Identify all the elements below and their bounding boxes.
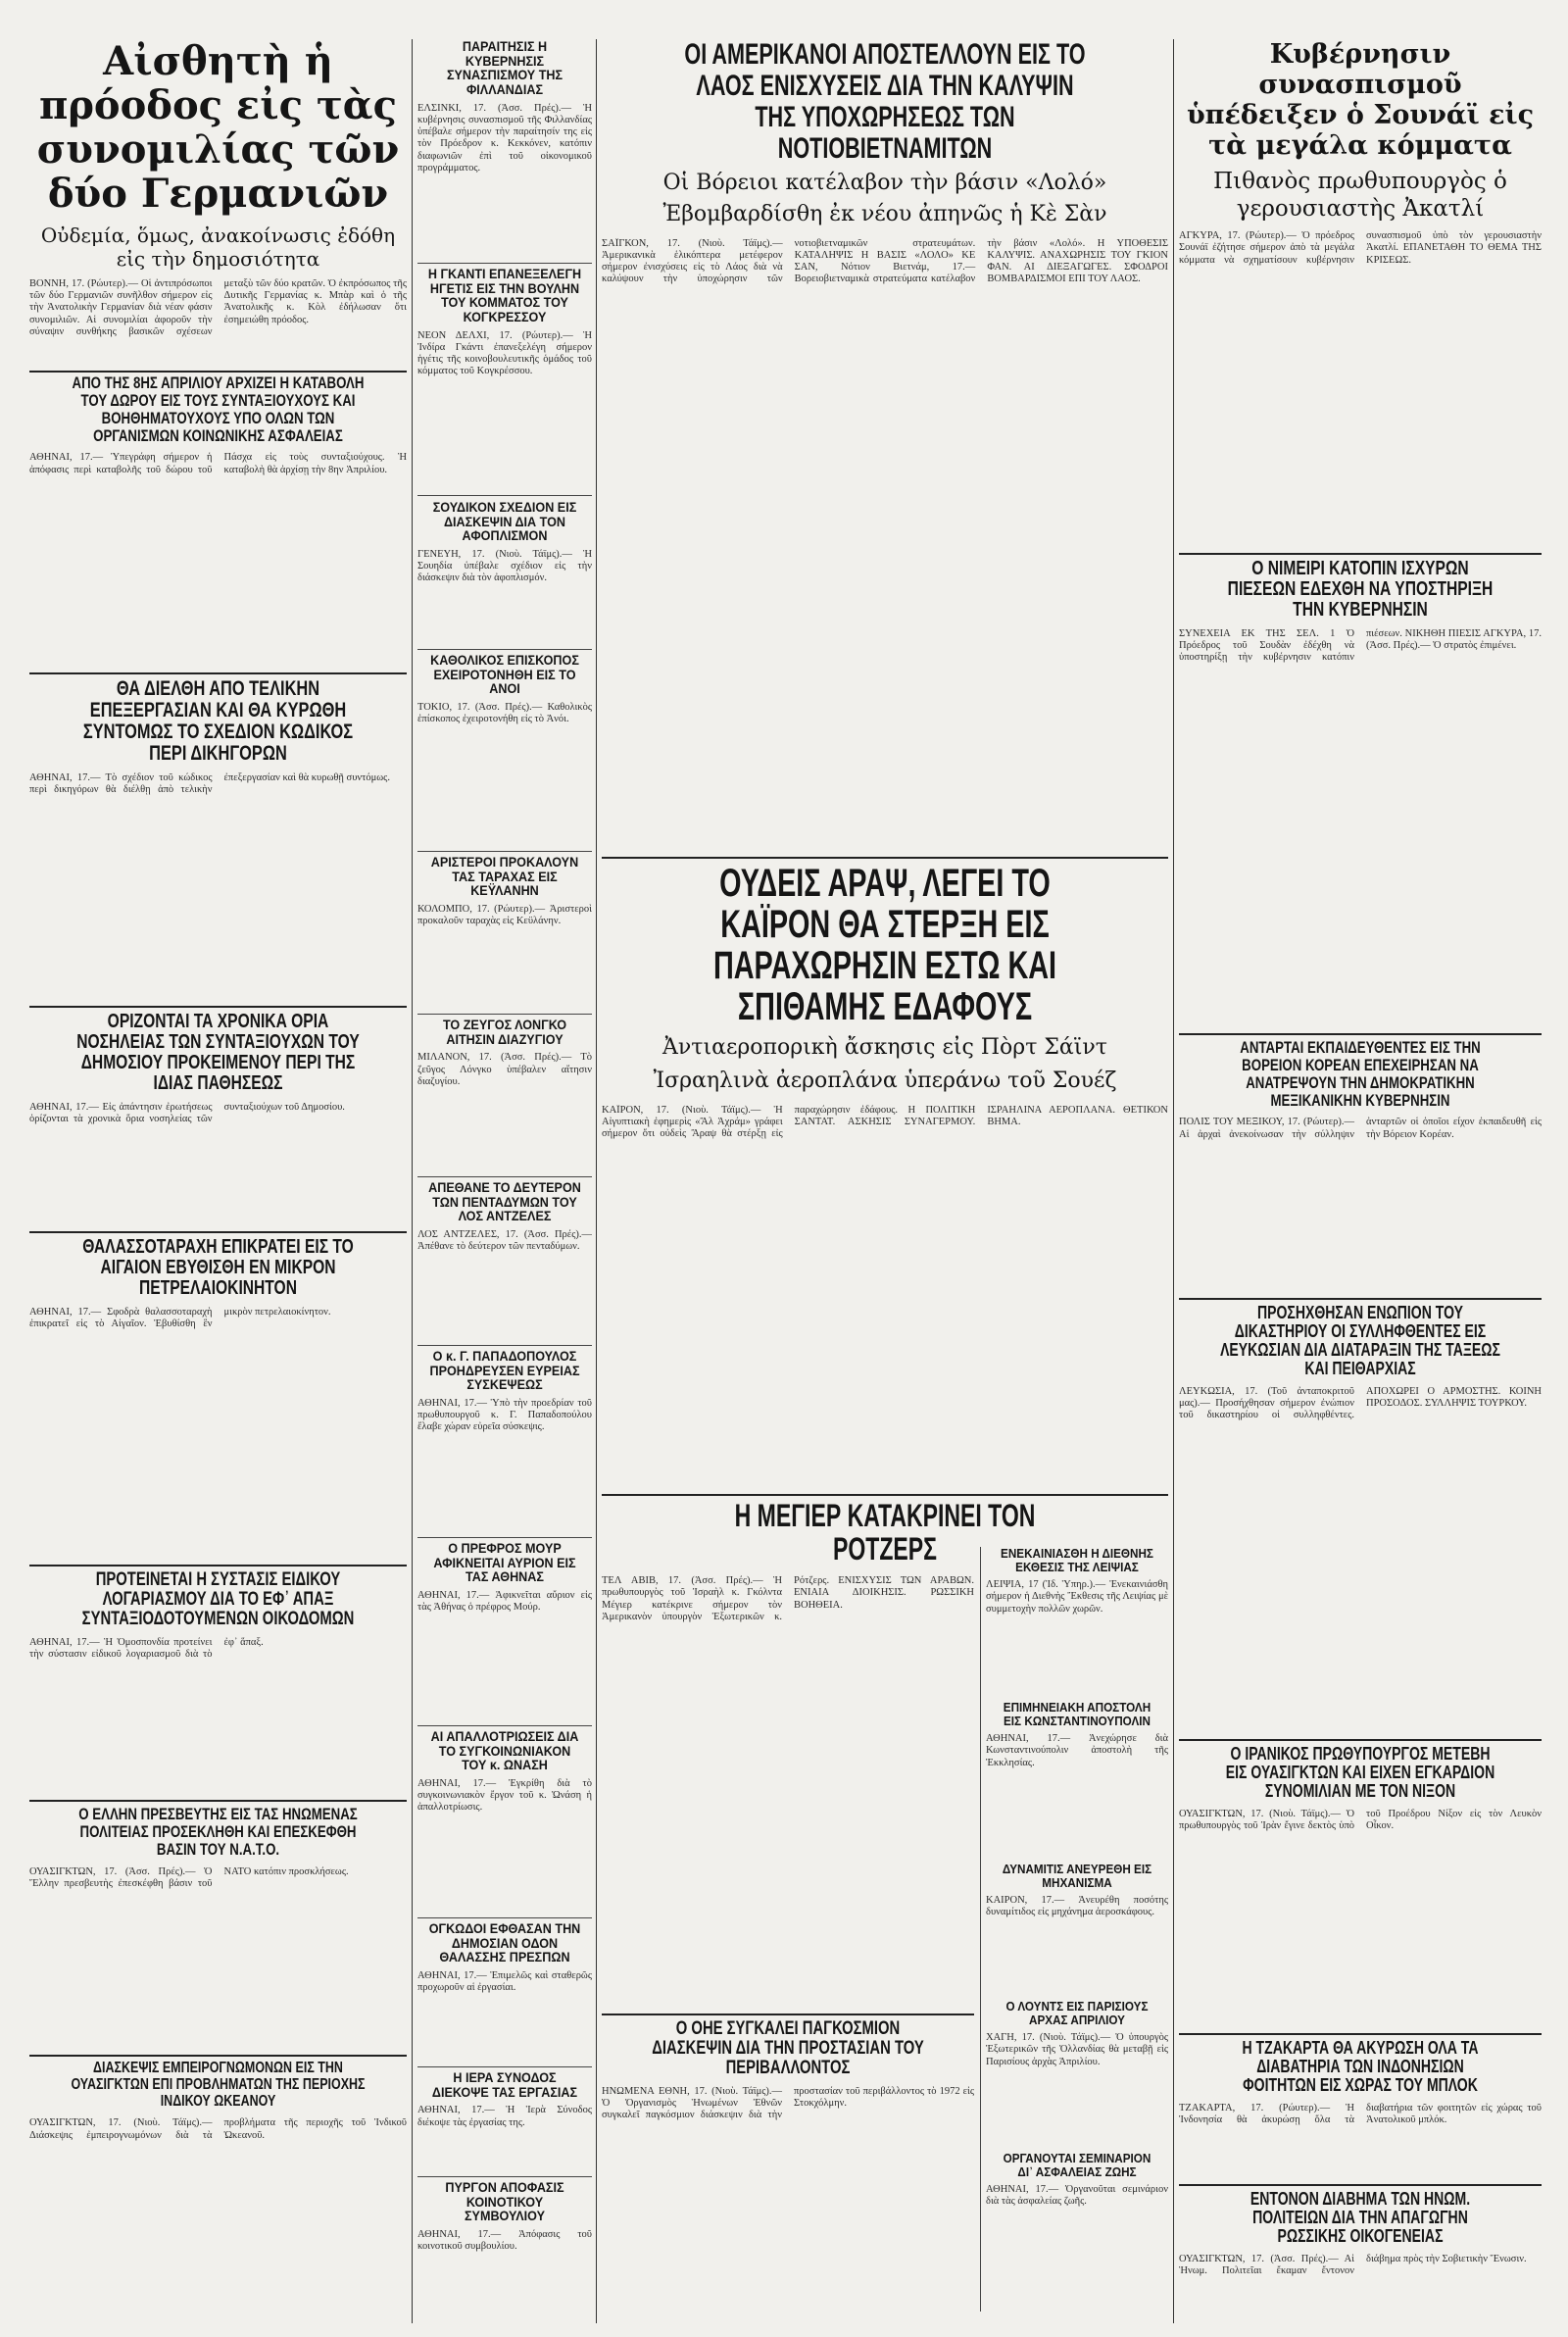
headline: ΘΑ ΔΙΕΛΘΗ ΑΠΟ ΤΕΛΙΚΗΝ ΕΠΕΞΕΡΓΑΣΙΑΝ ΚΑΙ ΘΑ ΚΥΡΩΘΗ ΣΥΝΤΟΜΩΣ ΤΟ ΣΧΕΔΙΟΝ ΚΩΔΙΚΟΣ ΠΕΡΙ ΔΙΚΗΓΟΡΩΝ: [82, 678, 354, 766]
body-text: ΑΘΗΝΑΙ, 17.— Ὑπὸ τὴν προεδρίαν τοῦ πρωθυπουργοῦ κ. Γ. Παπαδοπούλου ἔλαβε χώραν εὐρεῖα σύσκεψις.: [417, 1398, 592, 1433]
divider: [417, 263, 592, 264]
article-finland: [417, 39, 592, 260]
article-nato: [29, 1806, 407, 2051]
body-text: ΕΛΣΙΝΚΙ, 17. (Ἀσσ. Πρές).— Ἡ κυβέρνησις συνασπισμοῦ τῆς Φιλλανδίας ὑπέβαλε σήμερον τὴν παραίτησίν της εἰς τὸν Πρόεδρον κ. Κεκκόνεν, κατόπιν διαφωνιῶν ἐπὶ τοῦ οἰκονομικοῦ προγράμματος.: [417, 102, 592, 174]
divider: [1179, 2033, 1542, 2035]
deck: Οἱ Βόρειοι κατέλαβον τὴν βάσιν «Λολό»: [662, 171, 1107, 195]
divider: [417, 1014, 592, 1015]
divider: [417, 1725, 592, 1726]
article-community: [417, 2180, 592, 2308]
body-text: ΑΘΗΝΑΙ, 17.— Τὸ σχέδιον τοῦ κώδικος περὶ δικηγόρων θὰ διέλθῃ ἀπὸ τελικὴν ἐπεξεργασίαν καὶ θὰ κυρωθῇ συντόμως.: [29, 772, 390, 796]
article-account: [29, 1570, 407, 1796]
body-text: ΑΘΗΝΑΙ, 17.— Ἀφικνεῖται αὔριον εἰς τὰς Ἀθήνας ὁ πρέφρος Μούρ.: [417, 1590, 592, 1614]
headline: ΣΟΥΔΙΚΟΝ ΣΧΕΔΙΟΝ ΕΙΣ ΔΙΑΣΚΕΨΙΝ ΔΙΑ ΤΟΝ ΑΦΟΠΛΙΣΜΟΝ: [432, 500, 577, 544]
headline: ΔΥΝΑΜΙΤΙΣ ΑΝΕΥΡΕΘΗ ΕΙΣ ΜΗΧΑΝΙΣΜΑ: [1002, 1863, 1152, 1890]
divider: [417, 1917, 592, 1918]
body-text: ΤΟΚΙΟ, 17. (Ἀσσ. Πρές).— Καθολικὸς ἐπίσκοπος ἐχειροτονήθη εἰς τὸ Ἀνόι.: [417, 702, 592, 725]
divider: [417, 1537, 592, 1538]
headline: Ο κ. Γ. ΠΑΠΑΔΟΠΟΥΛΟΣ ΠΡΟΗΔΡΕΥΣΕΝ ΕΥΡΕΙΑΣ ΣΥΣΚΕΨΕΩΣ: [429, 1349, 580, 1393]
headline: Η ΙΕΡΑ ΣΥΝΟΔΟΣ ΔΙΕΚΟΨΕ ΤΑΣ ΕΡΓΑΣΙΑΣ: [431, 2070, 578, 2100]
body-text: ΟΥΑΣΙΓΚΤΩΝ, 17. (Νιοὺ. Τάϊμς).— Διάσκεψις ἐμπειρογνωμόνων διὰ τὰ προβλήματα τῆς περιοχῆς τοῦ Ἰνδικοῦ Ὠκεανοῦ.: [29, 2117, 407, 2141]
divider: [602, 857, 1168, 859]
headline: ΘΑΛΑΣΣΟΤΑΡΑΧΗ ΕΠΙΚΡΑΤΕΙ ΕΙΣ ΤΟ ΑΙΓΑΙΟΝ ΕΒΥΘΙΣΘΗ ΕΝ ΜΙΚΡΟΝ ΠΕΤΡΕΛΑΙΟΚΙΝΗΤΟΝ: [82, 1237, 354, 1299]
article-iran: [1179, 1745, 1542, 2029]
divider: [1179, 1739, 1542, 1741]
body-text: ΠΟΛΙΣ ΤΟΥ ΜΕΞΙΚΟΥ, 17. (Ρώυτερ).— Αἱ ἀρχαὶ ἀνεκοίνωσαν τὴν σύλληψιν ἀνταρτῶν οἱ ὁποῖοι εἶχον ἐκπαιδευθῆ εἰς τὴν Βόρειον Κορέαν.: [1179, 1117, 1542, 1140]
headline: Η ΤΖΑΚΑΡΤΑ ΘΑ ΑΚΥΡΩΣΗ ΟΛΑ ΤΑ ΔΙΑΒΑΤΗΡΙΑ ΤΩΝ ΙΝΔΟΝΗΣΙΩΝ ΦΟΙΤΗΤΩΝ ΕΙΣ ΧΩΡΑΣ ΤΟΥ ΜΠΛΟΚ: [1242, 2039, 1479, 2095]
article-mechanism: [986, 1863, 1168, 1990]
body-text: ΟΥΑΣΙΓΚΤΩΝ, 17. (Ἀσσ. Πρές).— Αἱ Ἡνωμ. Πολιτεῖαι ἔκαμαν ἔντονον διάβημα πρὸς τὴν Σοβιετικὴν Ἕνωσιν.: [1179, 2253, 1527, 2276]
column-rule: [412, 39, 413, 2323]
body-text: ΑΘΗΝΑΙ, 17.— Ἡ Ὁμοσπονδία προτείνει τὴν σύστασιν εἰδικοῦ λογαριασμοῦ διὰ τὸ ἐφ᾽ ἅπαξ.: [29, 1636, 264, 1661]
divider: [417, 495, 592, 496]
body-text: ΑΘΗΝΑΙ, 17.— Ἐπιμελῶς καὶ σταθερῶς προχωροῦν αἱ ἐργασίαι.: [417, 1970, 592, 1994]
body-text: ΑΘΗΝΑΙ, 17.— Ἀπόφασις τοῦ κοινοτικοῦ συμβουλίου.: [417, 2229, 592, 2253]
article-nimeri: [1179, 559, 1542, 1029]
article-antzeles: [417, 1180, 592, 1342]
article-longo: [417, 1018, 592, 1174]
headline: ΕΠΙΜΗΝΕΙΑΚΗ ΑΠΟΣΤΟΛΗ ΕΙΣ ΚΩΝΣΤΑΝΤΙΝΟΥΠΟΛΙΝ: [1003, 1701, 1152, 1728]
body-text: ΑΘΗΝΑΙ, 17.— Ἐγκρίθη διὰ τὸ συγκοινωνιακὸν ἔργον τοῦ κ. Ὠνάση ἡ ἀπαλλοτρίωσις.: [417, 1778, 592, 1814]
deck: Ἐβομβαρδίσθη ἐκ νέου ἀπηνῶς ἡ Κὲ Σὰν: [662, 202, 1107, 227]
article-clinics: [986, 1547, 1168, 1694]
headline: Η ΓΚΑΝΤΙ ΕΠΑΝΕΞΕΛΕΓΗ ΗΓΕΤΙΣ ΕΙΣ ΤΗΝ ΒΟΥΛΗΝ ΤΟΥ ΚΟΜΜΑΤΟΣ ΤΟΥ ΚΟΓΚΡΕΣΣΟΥ: [427, 267, 582, 325]
divider: [417, 649, 592, 650]
column-rule: [596, 39, 597, 2323]
body-text: ΚΑΪΡΟΝ, 17. (Νιοὺ. Τάϊμς).— Ἡ Αἰγυπτιακὴ ἐφημερὶς «Ἄλ Ἀχράμ» γράφει σήμερον ὅτι οὐδεὶς Ἄραψ θὰ στέρξῃ εἰς παραχώρησιν ἐδάφους. Η ΠΟΛΙΤΙΚΗ ΣΑΝΤΑΤ. ΑΣΚΗΣΙΣ ΣΥΝΑΓΕΡΜΟΥ. ΙΣΡΑΗΛΙΝΑ ΑΕΡΟΠΛΑΝΑ. ΘΕΤΙΚΟΝ ΒΗΜΑ.: [602, 1104, 1168, 1140]
headline: ΑΡΙΣΤΕΡΟΙ ΠΡΟΚΑΛΟΥΝ ΤΑΣ ΤΑΡΑΧΑΣ ΕΙΣ ΚΕΫΛΑΝΗΝ: [430, 855, 579, 899]
column-rule: [980, 1547, 981, 2312]
divider: [1179, 553, 1542, 555]
article-bankers: [417, 500, 592, 647]
body-text: ΚΟΛΟΜΠΟ, 17. (Ρώυτερ).— Ἀριστεροὶ προκαλοῦν ταραχὰς εἰς Κεϋλάνην.: [417, 904, 592, 927]
headline: ΕΝΤΟΝΟΝ ΔΙΑΒΗΜΑ ΤΩΝ ΗΝΩΜ. ΠΟΛΙΤΕΙΩΝ ΔΙΑ ΤΗΝ ΑΠΑΓΩΓΗΝ ΡΩΣΣΙΚΗΣ ΟΙΚΟΓΕΝΕΙΑΣ: [1250, 2190, 1471, 2246]
article-storm: [29, 1237, 407, 1561]
divider: [29, 1231, 407, 1233]
headline: ΟΡΙΖΟΝΤΑΙ ΤΑ ΧΡΟΝΙΚΑ ΟΡΙΑ ΝΟΣΗΛΕΙΑΣ ΤΩΝ ΣΥΝΤΑΞΙΟΥΧΩΝ ΤΟΥ ΔΗΜΟΣΙΟΥ ΠΡΟΚΕΙΜΕΝΟΥ ΠΕΡΙ ΤΗΣ ΙΔΙΑΣ ΠΑΘΗΣΕΩΣ: [76, 1012, 360, 1094]
headline: ΟΡΓΑΝΟΥΤΑΙ ΣΕΜΙΝΑΡΙΟΝ ΔΙ᾽ ΑΣΦΑΛΕΙΑΣ ΖΩΗΣ: [1003, 2152, 1152, 2179]
deck: Ἰσραηλινὰ ἀεροπλάνα ὑπεράνω τοῦ Σουέζ: [653, 1069, 1117, 1094]
divider: [417, 851, 592, 852]
body-text: ΣΑΪΓΚΟΝ, 17. (Νιοὺ. Τάϊμς).— Ἀμερικανικὰ ἑλικόπτερα μετέφερον σήμερον ἐνισχύσεις εἰς τὸ Λάος διὰ νὰ καλύψουν τὴν ὑποχώρησιν τῶν νοτιοβιετναμικῶν στρατευμάτων. ΚΑΤΑΛΗΨΙΣ Η ΒΑΣΙΣ «ΛΟΛΟ» ΚΕ ΣΑΝ, Νότιον Βιετνάμ, 17.— Βορειοβιετναμικὰ στρατεύματα κατέλαβον τὴν βάσιν «Λολό». Η ΥΠΟΘΕΣΙΣ ΚΑΛΥΨΙΣ. ΑΝΑΧΩΡΗΣΙΣ ΤΟΥ ΓΚΙΟΝ ΦΑΝ. ΑΙ ΔΙΕΞΑΓΩΓΕΣ. ΣΦΟΔΡΟΙ ΒΟΜΒΑΡΔΙΣΜΟΙ ΕΠΙ ΤΟΥ ΛΑΟΣ.: [602, 237, 1168, 285]
body-text: ΤΕΛ ΑΒΙΒ, 17. (Ἀσσ. Πρές).— Ἡ πρωθυπουργὸς τοῦ Ἰσραὴλ κ. Γκόλντα Μέγιερ κατέκρινε σήμερον τὸν Ἀμερικανὸν ὑπουργὸν Ἐξωτερικῶν κ. Ρότζερς. ΕΝΙΣΧΥΣΙΣ ΤΩΝ ΑΡΑΒΩΝ. ΕΝΙΑΙΑ ΔΙΟΙΚΗΣΙΣ. ΡΩΣΣΙΚΗ ΒΟΗΘΕΙΑ.: [602, 1575, 974, 1622]
article-korea: [1179, 1039, 1542, 1294]
headline: Ο ΝΙΜΕΙΡΙ ΚΑΤΟΠΙΝ ΙΣΧΥΡΩΝ ΠΙΕΣΕΩΝ ΕΔΕΧΘΗ ΝΑ ΥΠΟΣΤΗΡΙΞΗ ΤΗΝ ΚΥΒΕΡΝΗΣΙΝ: [1227, 559, 1494, 621]
headline: ΑΠΟ ΤΗΣ 8ΗΣ ΑΠΡΙΛΙΟΥ ΑΡΧΙΖΕΙ Η ΚΑΤΑΒΟΛΗ ΤΟΥ ΔΩΡΟΥ ΕΙΣ ΤΟΥΣ ΣΥΝΤΑΞΙΟΥΧΟΥΣ ΚΑΙ ΒΟΗΘΗΜΑΤΟΥΧΟΥΣ ΥΠΟ ΟΛΩΝ ΤΩΝ ΟΡΓΑΝΙΣΜΩΝ ΚΟΙΝΩΝΙΚΗΣ ΑΣΦΑΛΕΙΑΣ: [72, 374, 365, 445]
headline: Ο ΟΗΕ ΣΥΓΚΑΛΕΙ ΠΑΓΚΟΣΜΙΟΝ ΔΙΑΣΚΕΨΙΝ ΔΙΑ ΤΗΝ ΠΡΟΣΤΑΣΙΑΝ ΤΟΥ ΠΕΡΙΒΑΛΛΟΝΤΟΣ: [652, 2019, 924, 2078]
headline: ΑΝΤΑΡΤΑΙ ΕΚΠΑΙΔΕΥΘΕΝΤΕΣ ΕΙΣ ΤΗΝ ΒΟΡΕΙΟΝ ΚΟΡΕΑΝ ΕΠΕΧΕΙΡΗΣΑΝ ΝΑ ΑΝΑΤΡΕΨΟΥΝ ΤΗΝ ΔΗΜΟΚΡΑΤΙΚΗΝ ΜΕΞΙΚΑΝΙΚΗΝ ΚΥΒΕΡΝΗΣΙΝ: [1240, 1039, 1481, 1110]
headline: Ο ΛΟΥΝΤΣ ΕΙΣ ΠΑΡΙΣΙΟΥΣ ΑΡΧΑΣ ΑΠΡΙΛΙΟΥ: [1005, 2000, 1149, 2027]
divider: [602, 1494, 1168, 1496]
article-ocean: [29, 2061, 407, 2306]
divider: [29, 371, 407, 373]
body-text: ΓΕΝΕΥΗ, 17. (Νιοὺ. Τάϊμς).— Ἡ Σουηδία ὑπέβαλε σχέδιον εἰς τὴν διάσκεψιν διὰ τὸν ἀφοπλισμόν.: [417, 549, 592, 584]
article-environment: [602, 2019, 974, 2309]
body-text: ΛΟΣ ΑΝΤΖΕΛΕΣ, 17. (Ἀσσ. Πρές).— Ἀπέθανε τὸ δεύτερον τῶν πενταδύμων.: [417, 1229, 592, 1253]
article-coalition: [1179, 39, 1542, 549]
deck: Οὐδεμία, ὅμως, ἀνακοίνωσις ἐδόθη εἰς τὴν δημοσιότητα: [40, 224, 396, 271]
headline: ΠΡΟΣΗΧΘΗΣΑΝ ΕΝΩΠΙΟΝ ΤΟΥ ΔΙΚΑΣΤΗΡΙΟΥ ΟΙ ΣΥΛΛΗΦΘΕΝΤΕΣ ΕΙΣ ΛΕΥΚΩΣΙΑΝ ΔΙΑ ΔΙΑΤΑΡΑΞΙΝ ΤΗΣ ΤΑΞΕΩΣ ΚΑΙ ΠΕΙΘΑΡΧΙΑΣ: [1220, 1304, 1500, 1378]
headline: ΟΥΔΕΙΣ ΑΡΑΨ, ΛΕΓΕΙ ΤΟ ΚΑΪΡΟΝ ΘΑ ΣΤΕΡΞΗ ΕΙΣ ΠΑΡΑΧΩΡΗΣΙΝ ΕΣΤΩ ΚΑΙ ΣΠΙΘΑΜΗΣ ΕΔΑΦΟΥΣ: [712, 863, 1057, 1028]
headline: ΕΝΕΚΑΙΝΙΑΣΘΗ Η ΔΙΕΘΝΗΣ ΕΚΘΕΣΙΣ ΤΗΣ ΛΕΙΨΙΑΣ: [1001, 1547, 1153, 1574]
article-insurance: [29, 374, 407, 669]
body-text: ΑΘΗΝΑΙ, 17.— Ἀνεχώρησε διὰ Κωνσταντινούπολιν ἀποστολὴ τῆς Ἐκκλησίας.: [986, 1733, 1168, 1768]
headline: ΟΓΚΩΔΟΙ ΕΦΘΑΣΑΝ ΤΗΝ ΔΗΜΟΣΙΑΝ ΟΔΟΝ ΘΑΛΑΣΣΗΣ ΠΡΕΣΠΩΝ: [428, 1921, 581, 1965]
article-public: [417, 1921, 592, 2064]
body-text: ΛΕΙΨΙΑ, 17 (Ἰδ. Ὑπηρ.).— Ἐνεκαινιάσθη σήμερον ἡ Διεθνὴς Ἔκθεσις τῆς Λειψίας μὲ συμμετοχὴν πολλῶν χωρῶν.: [986, 1579, 1168, 1615]
body-text: ΑΘΗΝΑΙ, 17.— Σφοδρὰ θαλασσοταραχὴ ἐπικρατεῖ εἰς τὸ Αἰγαῖον. Ἐβυθίσθη ἓν μικρὸν πετρελαιοκίνητον.: [29, 1307, 331, 1330]
headline: ΠΑΡΑΙΤΗΣΙΣ Η ΚΥΒΕΡΝΗΣΙΣ ΣΥΝΑΣΠΙΣΜΟΥ ΤΗΣ ΦΙΛΛΑΝΔΙΑΣ: [446, 39, 564, 98]
headline: ΟΙ ΑΜΕΡΙΚΑΝΟΙ ΑΠΟΣΤΕΛΛΟΥΝ ΕΙΣ ΤΟ ΛΑΟΣ ΕΝΙΣΧΥΣΕΙΣ ΔΙΑ ΤΗΝ ΚΑΛΥΨΙΝ ΤΗΣ ΥΠΟΧΩΡΗΣΕΩΣ ΤΩΝ ΝΟΤΙΟΒΙΕΤΝΑΜΙΤΩΝ: [684, 39, 1086, 165]
article-seminar: [986, 2152, 1168, 2309]
article-allowances: [417, 1729, 592, 1915]
body-text: ΧΑΓΗ, 17. (Νιοὺ. Τάϊμς).— Ὁ ὑπουργὸς Ἐξωτερικῶν τῆς Ὁλλανδίας θὰ μεταβῇ εἰς Παρισίους ἀρχὰς Ἀπριλίου.: [986, 2032, 1168, 2067]
divider: [1179, 2184, 1542, 2186]
article-papadopoulos: [417, 1349, 592, 1535]
body-text: ΟΥΑΣΙΓΚΤΩΝ, 17. (Νιοὺ. Τάϊμς).— Ὁ πρωθυπουργὸς τοῦ Ἰρὰν ἔγινε δεκτὸς ὑπὸ τοῦ Προέδρου Νίξον εἰς τὸν Λευκὸν Οἶκον.: [1179, 1808, 1542, 1831]
body-text: ΑΘΗΝΑΙ, 17.— Ἡ Ἱερὰ Σύνοδος διέκοψε τὰς ἐργασίας της.: [417, 2105, 592, 2128]
article-leftists: [417, 855, 592, 1012]
headline: ΑΙ ΑΠΑΛΛΟΤΡΙΩΣΕΙΣ ΔΙΑ ΤΟ ΣΥΓΚΟΙΝΩΝΙΑΚΟΝ ΤΟΥ κ. ΩΝΑΣΗ: [430, 1729, 579, 1773]
divider: [417, 2176, 592, 2177]
headline: ΔΙΑΣΚΕΨΙΣ ΕΜΠΕΙΡΟΓΝΩΜΟΝΩΝ ΕΙΣ ΤΗΝ ΟΥΑΣΙΓΚΤΩΝ ΕΠΙ ΠΡΟΒΛΗΜΑΤΩΝ ΤΗΣ ΠΕΡΙΟΧΗΣ ΙΝΔΙΚΟΥ ΩΚΕΑΝΟΥ: [71, 2061, 366, 2110]
article-arab: [602, 863, 1168, 1490]
body-text: ΝΕΟΝ ΔΕΛΧΙ, 17. (Ρώυτερ).— Ἡ Ἰνδίρα Γκάντι ἐπανεξελέγη σήμερον ἡγέτις τῆς κοινοβουλευτικῆς ὁμάδος τοῦ κόμματος τοῦ Κογκρέσσου.: [417, 329, 592, 377]
deck: Πιθανὸς πρωθυπουργὸς ὁ γερουσιαστὴς Ἀκατλί: [1213, 169, 1507, 222]
headline: ΠΡΟΤΕΙΝΕΤΑΙ Η ΣΥΣΤΑΣΙΣ ΕΙΔΙΚΟΥ ΛΟΓΑΡΙΑΣΜΟΥ ΔΙΑ ΤΟ ΕΦ᾽ ΑΠΑΞ ΣΥΝΤΑΞΙΟΔΟΤΟΥΜΕΝΩΝ ΟΙΚΟΔΟΜΩΝ: [81, 1570, 355, 1629]
body-text: ΚΑΙΡΟΝ, 17.— Ἀνευρέθη ποσότης δυναμίτιδος εἰς μηχάνημα ἀεροσκάφους.: [986, 1895, 1168, 1918]
deck: Ἀντιαεροπορικὴ ἄσκησις εἰς Πὸρτ Σάϊντ: [662, 1035, 1107, 1060]
body-text: ΑΓΚΥΡΑ, 17. (Ρώυτερ).— Ὁ πρόεδρος Σουνάϊ ἐζήτησε σήμερον ἀπὸ τὰ μεγάλα κόμματα νὰ σχηματίσουν κυβέρνησιν συνασπισμοῦ ὑπὸ τὸν γερουσιαστὴν Ἀκατλί. ΕΠΑΝΕΤΑΘΗ ΤΟ ΘΕΜΑ ΤΗΣ ΚΡΙΣΕΩΣ.: [1179, 230, 1542, 266]
headline: ΠΥΡΓΟΝ ΑΠΟΦΑΣΙΣ ΚΟΙΝΟΤΙΚΟΥ ΣΥΜΒΟΥΛΙΟΥ: [445, 2180, 564, 2224]
article-mayor: [417, 1541, 592, 1722]
article-louvre: [986, 2000, 1168, 2142]
article-codes: [29, 678, 407, 1002]
headline: Ο ΙΡΑΝΙΚΟΣ ΠΡΩΘΥΠΟΥΡΓΟΣ ΜΕΤΕΒΗ ΕΙΣ ΟΥΑΣΙΓΚΤΩΝ ΚΑΙ ΕΙΧΕΝ ΕΓΚΑΡΔΙΟΝ ΣΥΝΟΜΙΛΙΑΝ ΜΕ ΤΟΝ ΝΙΞΟΝ: [1225, 1745, 1495, 1801]
divider: [29, 1565, 407, 1566]
article-cyprus: [1179, 1304, 1542, 1735]
headline: Ο ΠΡΕΦΡΟΣ ΜΟΥΡ ΑΦΙΚΝΕΙΤΑΙ ΑΥΡΙΟΝ ΕΙΣ ΤΑΣ ΑΘΗΝΑΣ: [433, 1541, 576, 1585]
body-text: ΣΥΝΕΧΕΙΑ ΕΚ ΤΗΣ ΣΕΛ. 1 Ὁ Πρόεδρος τοῦ Σουδὰν ἐδέχθη νὰ ὑποστηρίξῃ τὴν κυβέρνησιν κατόπιν πιέσεων. ΝΙΚΗΘΗ ΠΙΕΣΙΣ ΑΓΚΥΡΑ, 17. (Ἀσσ. Πρές).— Ὁ στρατὸς ἐπιμένει.: [1179, 628, 1542, 664]
body-text: ΤΖΑΚΑΡΤΑ, 17. (Ρώυτερ).— Ἡ Ἰνδονησία θὰ ἀκυρώσῃ ὅλα τὰ διαβατήρια τῶν φοιτητῶν εἰς χώρας τοῦ Ἀνατολικοῦ μπλόκ.: [1179, 2102, 1542, 2125]
headline: ΤΟ ΖΕΥΓΟΣ ΛΟΝΓΚΟ ΑΙΤΗΣΙΝ ΔΙΑΖΥΓΙΟΥ: [442, 1018, 567, 1047]
body-text: ΟΥΑΣΙΓΚΤΩΝ, 17. (Ἀσσ. Πρές).— Ὁ Ἕλλην πρεσβευτὴς ἐπεσκέφθη βάσιν τοῦ ΝΑΤΟ κατόπιν προσκλήσεως.: [29, 1865, 349, 1889]
headline: ΚΑΘΟΛΙΚΟΣ ΕΠΙΣΚΟΠΟΣ ΕΧΕΙΡΟΤΟΝΗΘΗ ΕΙΣ ΤΟ ΑΝΟΙ: [430, 653, 579, 697]
article-russian: [1179, 2190, 1542, 2312]
divider: [417, 1176, 592, 1177]
divider: [1179, 1298, 1542, 1300]
body-text: ΗΝΩΜΕΝΑ ΕΘΝΗ, 17. (Νιοὺ. Τάϊμς).— Ὁ Ὀργανισμὸς Ἡνωμένων Ἐθνῶν συγκαλεῖ παγκόσμιον διάσκεψιν διὰ τὴν προστασίαν τοῦ περιβάλλοντος τὸ 1972 εἰς Στοκχόλμην.: [602, 2085, 974, 2121]
body-text: ΜΙΛΑΝΟΝ, 17. (Ἀσσ. Πρές).— Τὸ ζεῦγος Λόνγκο ὑπέβαλεν αἴτησιν διαζυγίου.: [417, 1052, 592, 1087]
divider: [29, 672, 407, 674]
article-ghana: [1179, 2039, 1542, 2181]
headline: Κυβέρνησιν συνασπισμοῦ ὑπέδειξεν ὁ Σουνάϊ εἰς τὰ μεγάλα κόμματα: [1186, 39, 1535, 161]
column-rule: [1173, 39, 1174, 2323]
divider: [29, 1800, 407, 1802]
divider: [1179, 1033, 1542, 1035]
headline: ΑΠΕΘΑΝΕ ΤΟ ΔΕΥΤΕΡΟΝ ΤΩΝ ΠΕΝΤΑΔΥΜΩΝ ΤΟΥ ΛΟΣ ΑΝΤΖΕΛΕΣ: [428, 1180, 581, 1224]
body-text: ΛΕΥΚΩΣΙΑ, 17. (Τοῦ ἀνταποκριτοῦ μας).— Προσήχθησαν σήμερον ἐνώπιον τοῦ δικαστηρίου οἱ συλληφθέντες. ΑΠΟΧΩΡΕΙ Ο ΑΡΜΟΣΤΗΣ. ΚΟΙΝΗ ΠΡΟΣΟΔΟΣ. ΣΥΛΛΗΨΙΣ ΤΟΥΡΚΟΥ.: [1179, 1385, 1542, 1420]
divider: [417, 2066, 592, 2067]
article-synod: [417, 2070, 592, 2173]
divider: [29, 1006, 407, 1008]
divider: [602, 2014, 974, 2015]
article-gandhi: [417, 267, 592, 492]
article-laos: [602, 39, 1168, 853]
divider: [29, 2055, 407, 2057]
divider: [417, 1345, 592, 1346]
body-text: ΑΘΗΝΑΙ, 17.— Εἰς ἀπάντησιν ἐρωτήσεως ὁρίζονται τὰ χρονικὰ ὅρια νοσηλείας τῶν συνταξιούχων τοῦ Δημοσίου.: [29, 1102, 345, 1125]
body-text: ΒΟΝΝΗ, 17. (Ρώυτερ).— Οἱ ἀντιπρόσωποι τῶν δύο Γερμανιῶν συνῆλθον σήμερον εἰς τὴν Ἀνατολικὴν Γερμανίαν διὰ νέαν φάσιν συνομιλιῶν. Αἱ συνομιλίαι ἀφοροῦν τὴν σύναψιν συνθήκης βασικῶν σχέσεων μεταξὺ τῶν δύο κρατῶν. Ὁ ἐκπρόσωπος τῆς Δυτικῆς Γερμανίας κ. Μπὰρ καὶ ὁ τῆς Ἀνατολικῆς κ. Κὸλ ἐδήλωσαν ὅτι ἐσημειώθη πρόοδος.: [29, 278, 407, 337]
headline: Ο ΕΛΛΗΝ ΠΡΕΣΒΕΥΤΗΣ ΕΙΣ ΤΑΣ ΗΝΩΜΕΝΑΣ ΠΟΛΙΤΕΙΑΣ ΠΡΟΣΕΚΛΗΘΗ ΚΑΙ ΕΠΕΣΚΕΦΘΗ ΒΑΣΙΝ ΤΟΥ Ν.Α.Τ.Ο.: [78, 1806, 358, 1859]
article-germans: [29, 39, 407, 368]
article-catholic: [417, 653, 592, 849]
article-hospital: [29, 1012, 407, 1227]
headline: Η ΜΕΓΙΕΡ ΚΑΤΑΚΡΙΝΕΙ ΤΟΝ ΡΟΤΖΕΡΣ: [734, 1500, 1036, 1566]
body-text: ΑΘΗΝΑΙ, 17.— Ὑπεγράφη σήμερον ἡ ἀπόφασις περὶ καταβολῆς τοῦ δώρου τοῦ Πάσχα εἰς τοὺς συνταξιούχους. Ἡ καταβολὴ θὰ ἀρχίσῃ τὴν 8ην Ἀπριλίου.: [29, 452, 407, 475]
body-text: ΑΘΗΝΑΙ, 17.— Ὀργανοῦται σεμινάριον διὰ τὰς ἀσφαλείας ζωῆς.: [986, 2184, 1168, 2208]
headline: Αἰσθητὴ ἡ πρόοδος εἰς τὰς συνομιλίας τῶν δύο Γερμανιῶν: [36, 39, 400, 217]
article-istanbul: [986, 1701, 1168, 1858]
